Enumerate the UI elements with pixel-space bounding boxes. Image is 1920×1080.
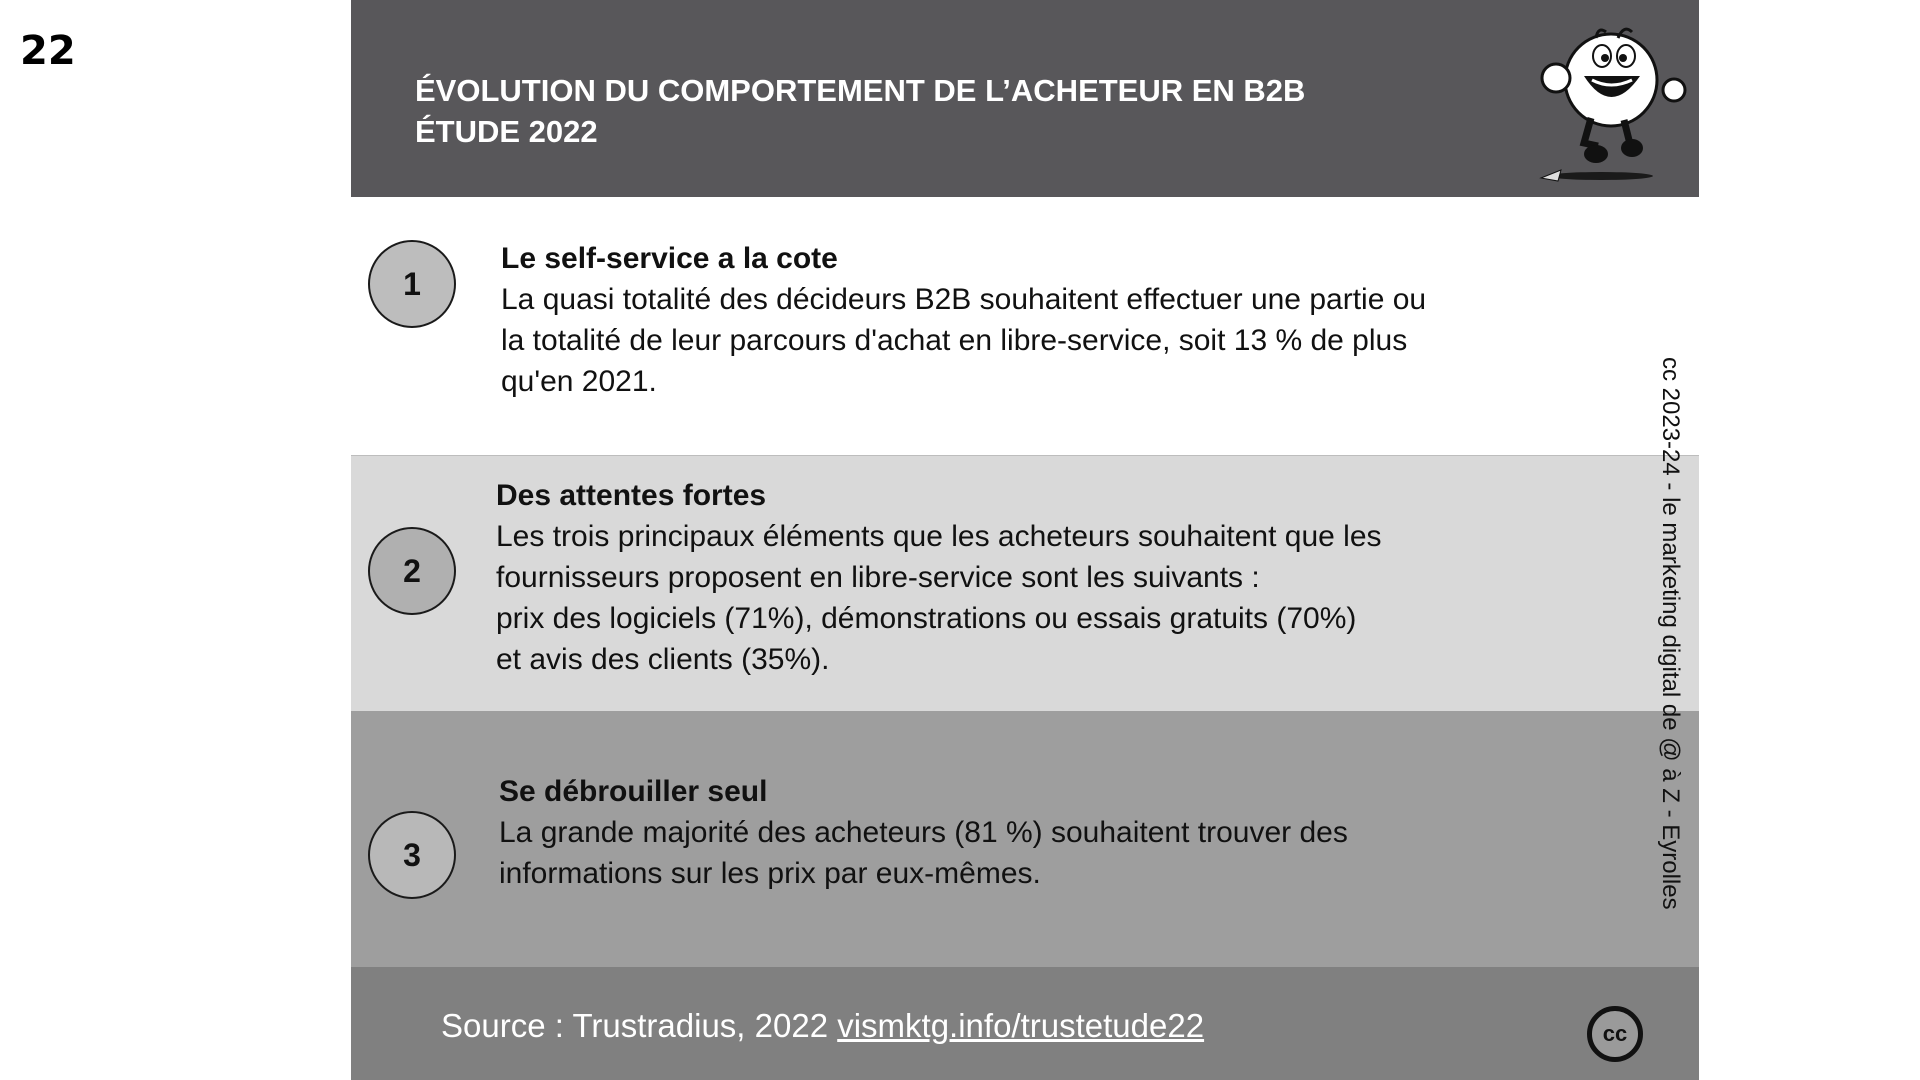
slide-footer [351, 967, 1699, 1080]
copyright-credit: cc 2023-24 - le marketing digital de @ à Z - Eyrolles [1657, 357, 1684, 910]
section-body-line: Les trois principaux éléments que les acheteurs souhaitent que les [496, 520, 1382, 553]
section-body-line: la totalité de leur parcours d'achat en libre-service, soit 13 % de plus [501, 324, 1408, 357]
section-heading: Se débrouiller seul [499, 775, 768, 808]
section-3 [351, 711, 1699, 967]
section-text [496, 475, 1382, 680]
section-heading: Le self-service a la cote [501, 242, 838, 275]
running-mascot-icon [1526, 18, 1696, 188]
section-number-badge: 1 [368, 240, 456, 328]
section-text [501, 238, 1426, 402]
slide-header [351, 0, 1699, 197]
slide-title [415, 70, 1305, 152]
source-text: Source : Trustradius, 2022 [441, 1007, 838, 1044]
section-body-line: La quasi totalité des décideurs B2B souhaitent effectuer une partie ou [501, 283, 1427, 316]
title-line-2: ÉTUDE 2022 [415, 114, 598, 149]
section-body-line: La grande majorité des acheteurs (81 %) souhaitent trouver des [499, 816, 1348, 849]
section-number-badge: 2 [368, 527, 456, 615]
section-number-badge: 3 [368, 811, 456, 899]
title-line-1: ÉVOLUTION DU COMPORTEMENT DE L’ACHETEUR EN B2B [415, 73, 1306, 108]
creative-commons-icon: cc [1587, 1006, 1643, 1062]
section-body-line: prix des logiciels (71%), démonstrations ou essais gratuits (70%) [496, 602, 1357, 635]
page-number: 22 [20, 28, 76, 74]
slide [351, 0, 1699, 1080]
section-1 [351, 197, 1699, 455]
section-body-line: informations sur les prix par eux-mêmes. [499, 857, 1041, 890]
section-2 [351, 455, 1699, 712]
section-heading: Des attentes fortes [496, 479, 767, 512]
section-body-line: qu'en 2021. [501, 365, 657, 398]
source-link[interactable]: vismktg.info/trustetude22 [837, 1007, 1205, 1044]
section-text [499, 771, 1348, 894]
section-body-line: fournisseurs proposent en libre-service sont les suivants : [496, 561, 1260, 594]
source-citation [441, 1007, 1204, 1045]
section-body-line: et avis des clients (35%). [496, 643, 830, 676]
